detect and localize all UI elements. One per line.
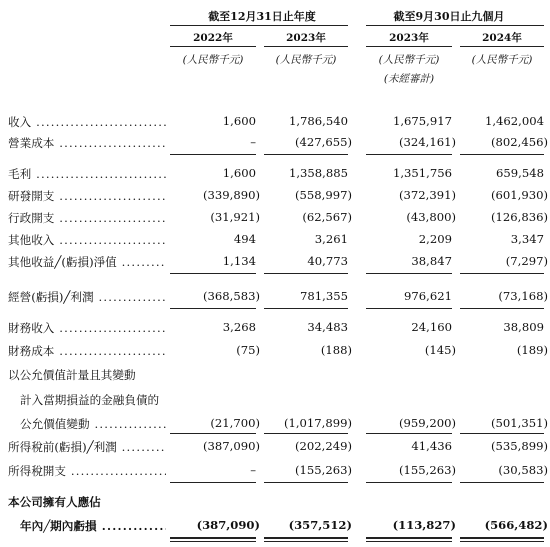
row-label-cost-of-sales: 營業成本 ..... [8, 136, 166, 150]
subtotal-rule [460, 308, 544, 309]
cell: (62,567) [302, 210, 352, 224]
cell: (959,200) [399, 416, 456, 430]
year-rule-3 [366, 46, 452, 47]
subtotal-rule [264, 154, 348, 155]
cell: (145) [424, 343, 456, 357]
row-label-fair-value-changes: 公允價值變動 ..... [20, 417, 166, 431]
cell: (188) [320, 343, 352, 357]
total-rule [366, 537, 452, 539]
column-year-2: 2023年 [286, 32, 326, 44]
column-unit-4: (人民幣千元) [471, 54, 533, 66]
subtotal-rule [366, 308, 452, 309]
cell: (324,161) [399, 135, 456, 149]
cell: (155,263) [399, 463, 456, 477]
subtotal-rule [170, 482, 256, 483]
group-rule-left [170, 25, 348, 26]
subtotal-rule [170, 273, 256, 274]
cell: (535,899) [491, 439, 548, 453]
cell: 1,600 [222, 114, 256, 128]
column-note-unaudited: (未經審計) [383, 73, 435, 85]
row-label-fair-value-line1: 以公允價值計量且其變動 [8, 368, 136, 382]
cell: 1,351,756 [392, 166, 452, 180]
row-label-rnd-expenses: 研發開支 ..... [8, 189, 166, 203]
subtotal-rule [366, 433, 452, 434]
cell: 24,160 [411, 320, 452, 334]
subtotal-rule [170, 433, 256, 434]
cell: (339,890) [203, 188, 260, 202]
year-rule-2 [264, 46, 348, 47]
cell: (75) [236, 343, 260, 357]
cell: 1,786,540 [288, 114, 348, 128]
subtotal-rule [460, 154, 544, 155]
column-unit-3: (人民幣千元) [378, 54, 440, 66]
subtotal-rule [264, 482, 348, 483]
cell: 38,847 [411, 254, 452, 268]
subtotal-rule [170, 154, 256, 155]
cell: (387,090) [203, 439, 260, 453]
cell: (601,930) [491, 188, 548, 202]
subtotal-rule [264, 308, 348, 309]
cell: 1,462,004 [484, 114, 544, 128]
row-label-finance-costs: 財務成本 ..... [8, 344, 166, 358]
row-label-finance-income: 財務收入 ..... [8, 321, 166, 335]
cell: 1,600 [222, 166, 256, 180]
subtotal-rule [264, 273, 348, 274]
year-rule-1 [170, 46, 256, 47]
cell: (189) [516, 343, 548, 357]
group-header-year-ended: 截至12月31日止年度 [208, 10, 316, 23]
subtotal-rule [460, 273, 544, 274]
cell: 1,675,917 [392, 114, 452, 128]
cell: (31,921) [210, 210, 260, 224]
cell: (427,655) [295, 135, 352, 149]
cell: 1,358,885 [288, 166, 348, 180]
cell: 2,209 [418, 232, 452, 246]
cell: (73,168) [498, 289, 548, 303]
year-rule-4 [460, 46, 544, 47]
row-label-fair-value-line2: 計入當期損益的金融負債的 [20, 393, 160, 407]
cell: (558,997) [295, 188, 352, 202]
row-label-income-tax: 所得稅開支 ..... [8, 464, 166, 478]
row-label-gross-profit: 毛利 ..... [8, 167, 166, 181]
cell: 3,268 [222, 320, 256, 334]
total-rule-double [460, 541, 544, 542]
total-rule-double [366, 541, 452, 542]
cell: 41,436 [411, 439, 452, 453]
subtotal-rule [170, 308, 256, 309]
cell: (43,800) [406, 210, 456, 224]
cell: 40,773 [307, 254, 348, 268]
cell: (372,391) [399, 188, 456, 202]
row-label-loss-for-period: 年內╱期內虧損 ..... [20, 519, 166, 533]
cell: 781,355 [300, 289, 348, 303]
total-rule [460, 537, 544, 539]
cell: 34,483 [307, 320, 348, 334]
cell: (113,827) [392, 518, 456, 532]
total-rule [170, 537, 256, 539]
cell: (126,836) [491, 210, 548, 224]
column-unit-2: (人民幣千元) [275, 54, 337, 66]
total-rule-double [170, 541, 256, 542]
cell: 3,347 [510, 232, 544, 246]
cell: (368,583) [203, 289, 260, 303]
total-rule-double [264, 541, 348, 542]
cell: (202,249) [295, 439, 352, 453]
cell: – [250, 135, 256, 149]
cell: (802,456) [491, 135, 548, 149]
cell: (566,482) [484, 518, 548, 532]
subtotal-rule [366, 482, 452, 483]
row-label-admin-expenses: 行政開支 ..... [8, 211, 166, 225]
group-header-nine-months: 截至9月30日止九個月 [393, 10, 505, 23]
column-year-4: 2024年 [482, 32, 522, 44]
cell: (501,351) [491, 416, 548, 430]
column-year-3: 2023年 [389, 32, 429, 44]
group-rule-right [366, 25, 544, 26]
subtotal-rule [366, 273, 452, 274]
cell: 3,261 [314, 232, 348, 246]
row-label-attributable-line1: 本公司擁有人應佔 [8, 495, 101, 509]
cell: – [250, 463, 256, 477]
subtotal-rule [366, 154, 452, 155]
cell: (1,017,899) [283, 416, 352, 430]
cell: (30,583) [498, 463, 548, 477]
subtotal-rule [460, 482, 544, 483]
row-label-operating-profit-loss: 經營(虧損)╱利潤 ..... [8, 290, 166, 304]
row-label-other-gains-losses: 其他收益╱(虧損)淨值 ..... [8, 255, 166, 269]
cell: 494 [233, 232, 256, 246]
cell: 1,134 [222, 254, 256, 268]
column-unit-1: (人民幣千元) [182, 54, 244, 66]
cell: (155,263) [295, 463, 352, 477]
row-label-revenue: 收入 ..... [8, 115, 166, 129]
cell: (7,297) [505, 254, 548, 268]
cell: 976,621 [404, 289, 452, 303]
cell: 38,809 [503, 320, 544, 334]
row-label-other-income: 其他收入 ..... [8, 233, 166, 247]
column-year-1: 2022年 [193, 32, 233, 44]
cell: (387,090) [196, 518, 260, 532]
subtotal-rule [264, 433, 348, 434]
row-label-loss-before-tax: 所得稅前(虧損)╱利潤 ..... [8, 440, 166, 454]
cell: 659,548 [496, 166, 544, 180]
cell: (21,700) [210, 416, 260, 430]
cell: (357,512) [288, 518, 352, 532]
total-rule [264, 537, 348, 539]
subtotal-rule [460, 433, 544, 434]
